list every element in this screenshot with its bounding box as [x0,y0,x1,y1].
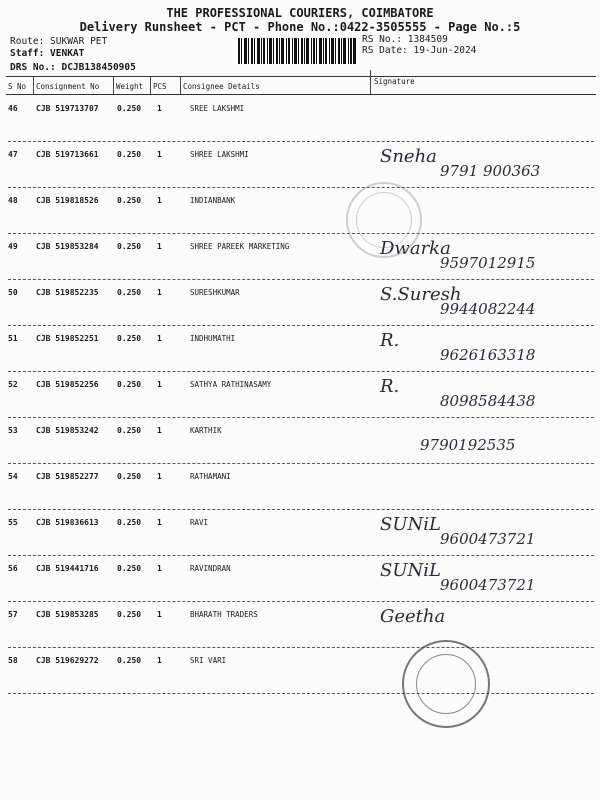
runsheet-subtitle: Delivery Runsheet - PCT - Phone No.:0422-3505555 - Page No.:5 [79,20,521,34]
cell-sno: 47 [8,150,18,159]
cell-consignee: SATHYA RATHINASAMY [190,380,272,389]
handwritten-phone: 9944082244 [440,300,536,318]
barcode-icon [238,38,356,64]
col-header-pcs: PCS [153,82,167,91]
cell-sno: 50 [8,288,18,297]
handwritten-phone: 9597012915 [440,254,536,272]
cell-sno: 56 [8,564,18,573]
handwritten-signature: Geetha [380,606,446,627]
cell-weight: 0.250 [117,656,142,665]
cell-weight: 0.250 [117,472,142,481]
cell-weight: 0.250 [117,518,142,527]
cell-weight: 0.250 [117,426,142,435]
company-title: THE PROFESSIONAL COURIERS, COIMBATORE [166,6,434,20]
bank-stamp [346,182,422,258]
cell-pcs: 1 [157,150,162,159]
row-separator [8,693,594,694]
header-bottom-rule [6,94,596,95]
cell-sno: 51 [8,334,18,343]
cell-consignee: RAVI [190,518,209,527]
cell-weight: 0.250 [117,150,142,159]
cell-consignment-no: CJB 519853284 [36,242,99,251]
rs-date: RS Date: 19-Jun-2024 [362,45,477,56]
cell-weight: 0.250 [117,564,142,573]
col-header-signature: Signature [374,77,415,86]
table-row [0,96,600,142]
table-row [0,418,600,464]
cell-pcs: 1 [157,242,162,251]
cell-consignee: SRI VARI [190,656,227,665]
column-divider [370,70,371,94]
handwritten-signature: SUNiL [380,560,441,581]
cell-consignee: SHREE PAREEK MARKETING [190,242,290,251]
cell-sno: 46 [8,104,18,113]
table-row [0,556,600,602]
cell-pcs: 1 [157,288,162,297]
cell-consignment-no: CJB 519713661 [36,150,99,159]
cell-pcs: 1 [157,564,162,573]
cell-weight: 0.250 [117,104,142,113]
cell-pcs: 1 [157,380,162,389]
cell-sno: 57 [8,610,18,619]
cell-pcs: 1 [157,334,162,343]
handwritten-signature: Dwarka [380,238,451,259]
cell-sno: 49 [8,242,18,251]
cell-consignment-no: CJB 519852235 [36,288,99,297]
table-row [0,234,600,280]
cell-weight: 0.250 [117,288,142,297]
cell-consignment-no: CJB 519852256 [36,380,99,389]
column-divider [33,76,34,94]
cell-weight: 0.250 [117,380,142,389]
table-row [0,188,600,234]
column-divider [150,76,151,94]
handwritten-signature: S.Suresh [380,284,462,305]
cell-sno: 48 [8,196,18,205]
cell-consignee: KARTHIK [190,426,222,435]
cell-pcs: 1 [157,656,162,665]
cell-consignment-no: CJB 519852251 [36,334,99,343]
cell-sno: 58 [8,656,18,665]
header-top-rule [6,76,596,77]
cell-consignment-no: CJB 519853242 [36,426,99,435]
cell-sno: 54 [8,472,18,481]
table-row [0,326,600,372]
table-row [0,602,600,648]
rs-number: RS No.: 1384509 [362,34,448,45]
handwritten-phone: 9790192535 [420,436,516,454]
col-header-consignment: Consignment No [36,82,100,91]
cell-consignee: SHREE LAKSHMI [190,150,249,159]
cell-pcs: 1 [157,518,162,527]
handwritten-phone: 9600473721 [440,530,536,548]
handwritten-phone: 9626163318 [440,346,536,364]
table-row [0,142,600,188]
cell-consignee: INDIANBANK [190,196,236,205]
cell-pcs: 1 [157,472,162,481]
table-row [0,648,600,694]
cell-consignee: SREE LAKSHMI [190,104,245,113]
cell-sno: 52 [8,380,18,389]
cell-pcs: 1 [157,610,162,619]
column-divider [113,76,114,94]
cell-consignee: INDHUMATHI [190,334,236,343]
handwritten-signature: R. [380,330,400,351]
cell-weight: 0.250 [117,334,142,343]
cell-pcs: 1 [157,196,162,205]
table-row [0,464,600,510]
cell-sno: 55 [8,518,18,527]
col-header-consignee: Consignee Details [183,82,260,91]
table-row [0,280,600,326]
cell-pcs: 1 [157,104,162,113]
handwritten-signature: SUNiL [380,514,441,535]
drs-number: DRS No.: DCJB138450905 [10,62,136,73]
cell-consignee: RAVINDRAN [190,564,231,573]
cell-consignee: BHARATH TRADERS [190,610,258,619]
cell-weight: 0.250 [117,610,142,619]
column-divider [180,76,181,94]
cell-consignment-no: CJB 519853285 [36,610,99,619]
cell-consignee: SURESHKUMAR [190,288,240,297]
cell-consignment-no: CJB 519836613 [36,518,99,527]
col-header-sno: S No [8,82,27,91]
cell-consignment-no: CJB 519629272 [36,656,99,665]
table-row [0,372,600,418]
handwritten-signature: Sneha [380,146,437,167]
cell-pcs: 1 [157,426,162,435]
staff-label: Staff: VENKAT [10,48,85,59]
cell-consignment-no: CJB 519852277 [36,472,99,481]
cell-consignee: RATHAMANI [190,472,231,481]
cell-consignment-no: CJB 519441716 [36,564,99,573]
cell-sno: 53 [8,426,18,435]
handwritten-phone: 8098584438 [440,392,536,410]
handwritten-phone: 9600473721 [440,576,536,594]
cell-weight: 0.250 [117,242,142,251]
col-header-weight: Weight [116,82,144,91]
cell-consignment-no: CJB 519713707 [36,104,99,113]
cell-weight: 0.250 [117,196,142,205]
table-row [0,510,600,556]
route-label: Route: SUKWAR PET [10,36,108,47]
agency-stamp [402,640,490,728]
handwritten-signature: R. [380,376,400,397]
cell-consignment-no: CJB 519818526 [36,196,99,205]
handwritten-phone: 9791 900363 [440,162,541,180]
